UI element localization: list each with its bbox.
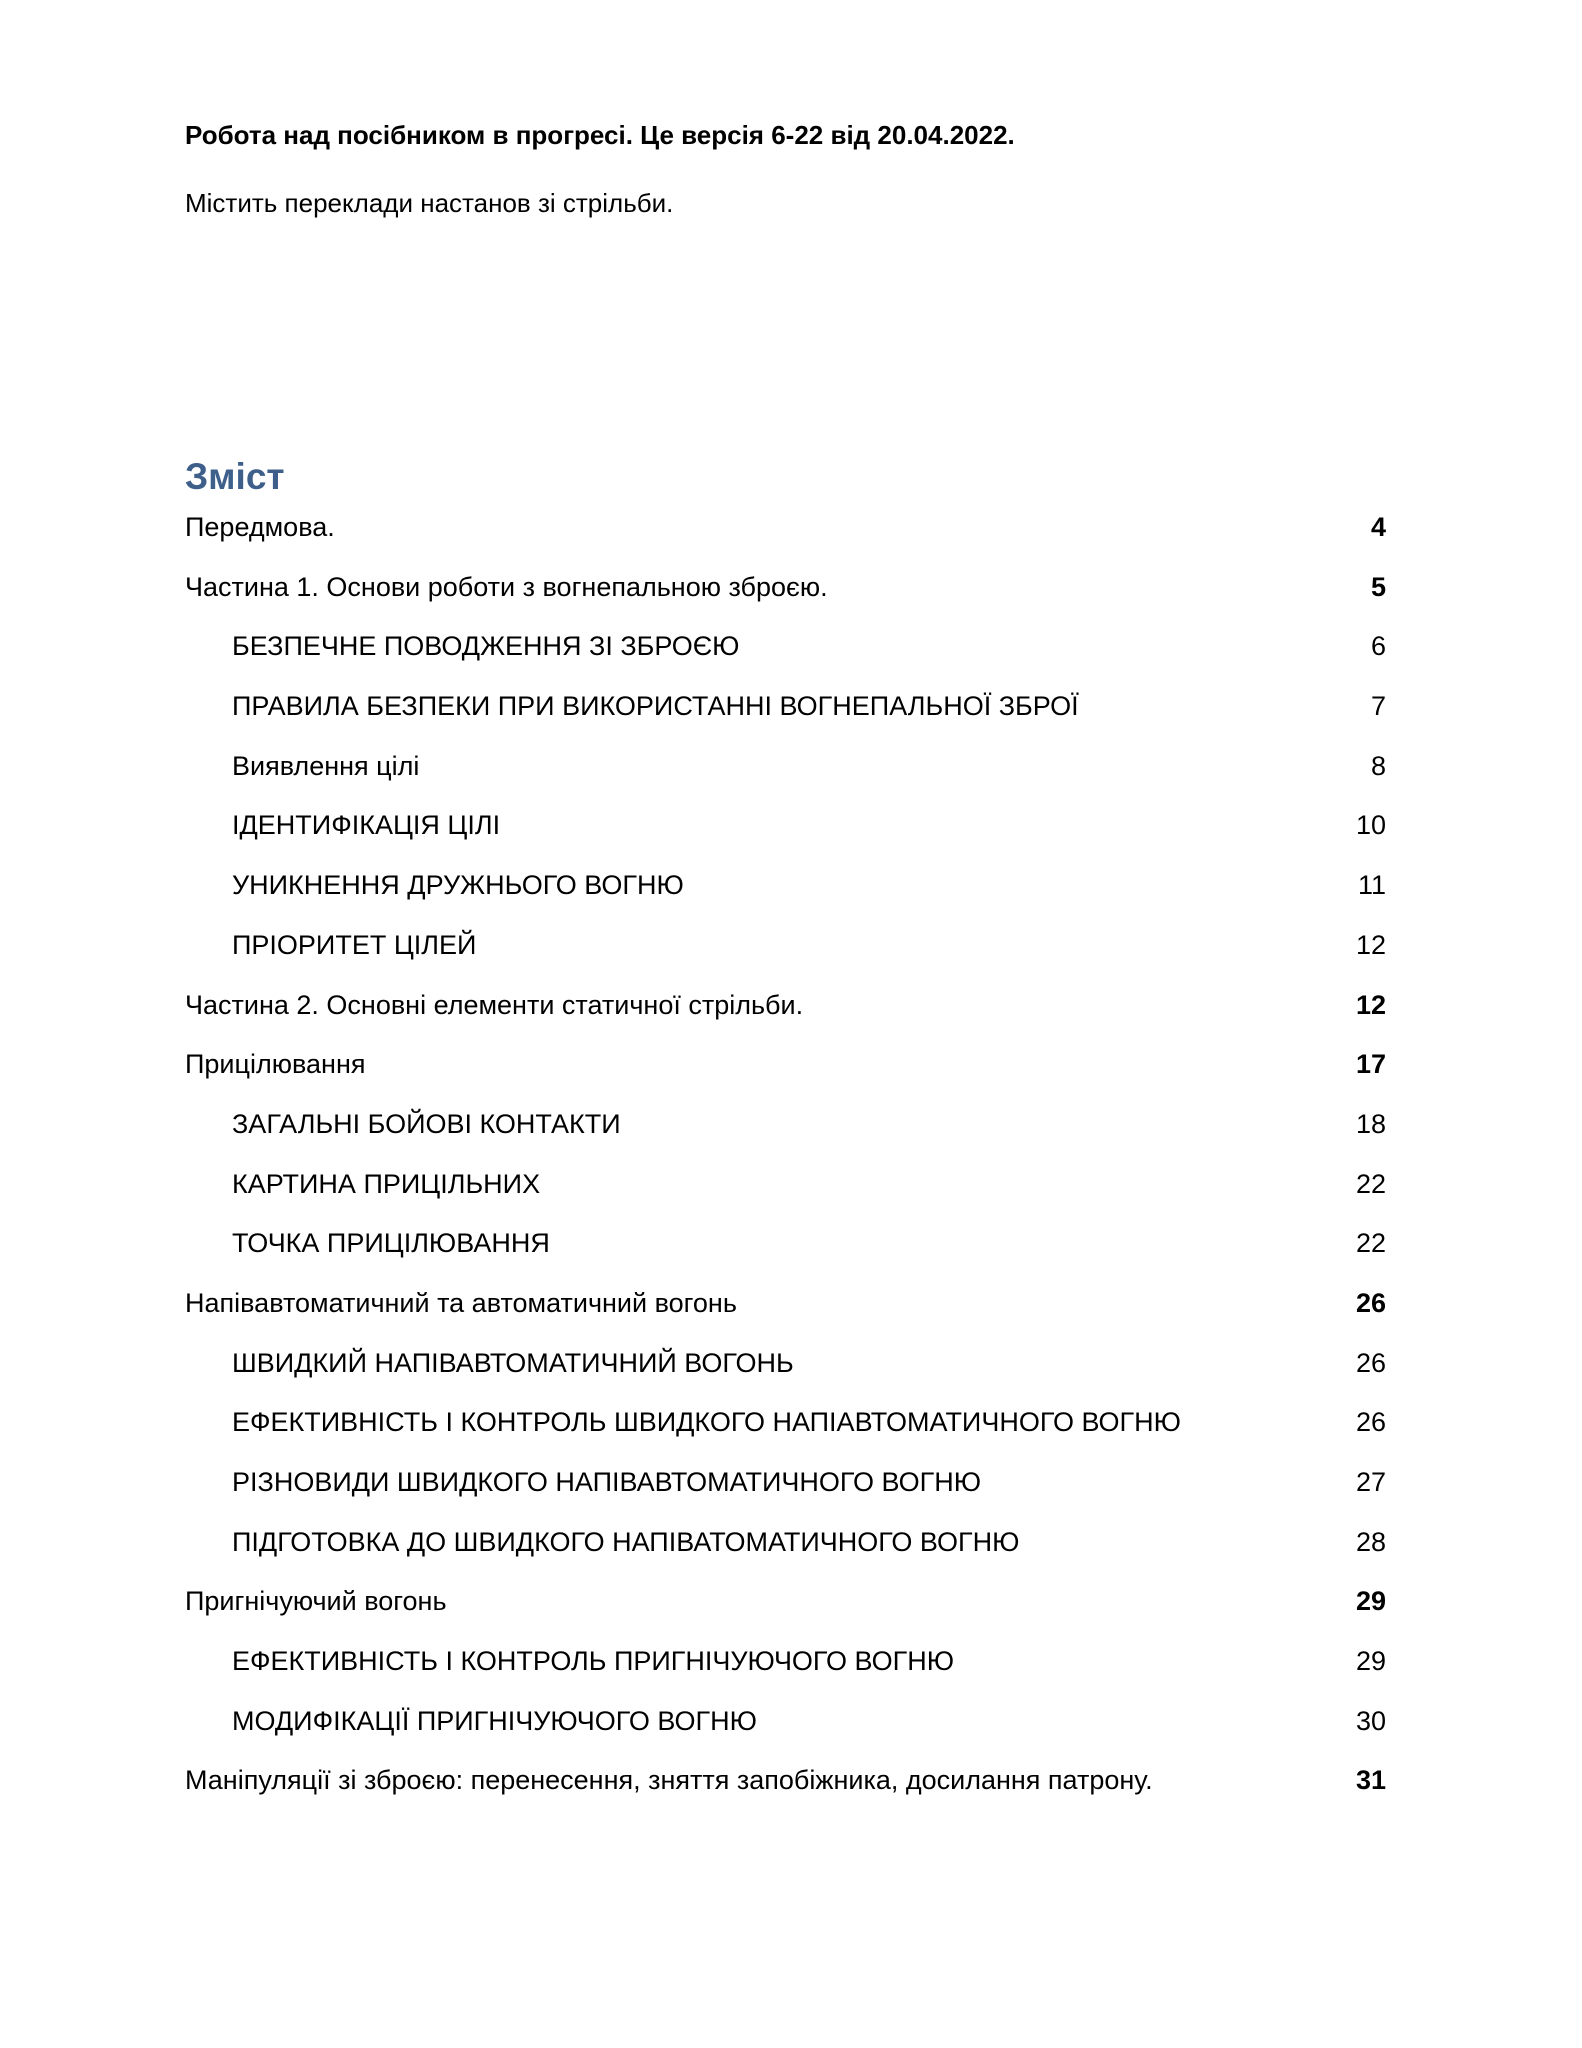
contents-note: Містить переклади настанов зі стрільби. [185, 188, 674, 218]
toc-entry[interactable] [185, 1461, 1386, 1521]
toc-entry-page-number: 27 [1355, 1467, 1386, 1497]
toc-entry-page-number: 26 [1355, 1287, 1386, 1318]
toc-entry-page-number: 8 [1370, 750, 1386, 781]
toc-entry[interactable] [185, 1342, 1386, 1402]
toc-entry-page-number: 22 [1355, 1168, 1386, 1199]
toc-entry-page-number: 4 [1370, 512, 1386, 542]
toc-entry[interactable] [185, 1640, 1386, 1700]
toc-entry-page-number: 29 [1355, 1586, 1386, 1617]
toc-entry[interactable] [185, 804, 1386, 864]
toc-entry-title: ПРАВИЛА БЕЗПЕКИ ПРИ ВИКОРИСТАННІ ВОГНЕПАЛЬНОЇ ЗБРОЇ [232, 691, 1079, 722]
toc-entry-title: ПІДГОТОВКА ДО ШВИДКОГО НАПІВАТОМАТИЧНОГО ВОГНЮ [232, 1526, 1020, 1557]
toc-entry-page-number: 6 [1370, 631, 1386, 662]
table-of-contents [185, 506, 1386, 1819]
toc-entry-title: ІДЕНТИФІКАЦІЯ ЦІЛІ [232, 810, 501, 841]
toc-entry-page-number: 31 [1355, 1765, 1386, 1796]
toc-entry-title: Виявлення цілі [232, 750, 420, 781]
toc-entry-title: ШВИДКИЙ НАПІВАВТОМАТИЧНИЙ ВОГОНЬ [232, 1347, 794, 1378]
toc-entry-page-number: 22 [1355, 1228, 1386, 1259]
toc-entry-page-number: 17 [1355, 1049, 1386, 1080]
toc-heading: Зміст [185, 456, 285, 497]
toc-entry-page-number: 10 [1355, 810, 1386, 841]
toc-entry[interactable] [185, 1521, 1386, 1581]
toc-entry[interactable] [185, 1401, 1386, 1461]
toc-entry[interactable] [185, 685, 1386, 745]
toc-entry-page-number: 26 [1355, 1347, 1386, 1378]
toc-entry-page-number: 12 [1355, 989, 1386, 1020]
toc-entry[interactable] [185, 1700, 1386, 1760]
toc-entry-title: Частина 2. Основні елементи статичної стрільби. [185, 989, 804, 1020]
toc-entry[interactable] [185, 1222, 1386, 1282]
toc-entry-page-number: 11 [1357, 870, 1386, 901]
toc-entry[interactable] [185, 745, 1386, 805]
toc-entry[interactable] [185, 924, 1386, 984]
toc-entry-title: Напівавтоматичний та автоматичний вогонь [185, 1287, 737, 1318]
toc-entry[interactable] [185, 1163, 1386, 1223]
toc-entry-page-number: 18 [1355, 1108, 1386, 1139]
toc-entry[interactable] [185, 1580, 1386, 1640]
toc-entry[interactable] [185, 1103, 1386, 1163]
toc-entry-title: ЕФЕКТИВНІСТЬ І КОНТРОЛЬ ПРИГНІЧУЮЧОГО ВОГНЮ [232, 1646, 955, 1677]
toc-entry-title: КАРТИНА ПРИЦІЛЬНИХ [232, 1168, 541, 1199]
toc-entry[interactable] [185, 1282, 1386, 1342]
toc-entry-page-number: 28 [1355, 1526, 1386, 1557]
toc-entry-title: ЗАГАЛЬНІ БОЙОВІ КОНТАКТИ [232, 1108, 621, 1139]
toc-entry-title: БЕЗПЕЧНЕ ПОВОДЖЕННЯ ЗІ ЗБРОЄЮ [232, 631, 740, 662]
version-status-line: Робота над посібником в прогресі. Це версія 6-22 від 20.04.2022. [185, 120, 1015, 150]
toc-entry-title: Пригнічуючий вогонь [185, 1586, 447, 1617]
toc-entry-page-number: 5 [1370, 571, 1386, 602]
toc-entry-title: УНИКНЕННЯ ДРУЖНЬОГО ВОГНЮ [232, 870, 684, 901]
toc-entry-page-number: 7 [1370, 691, 1386, 722]
toc-entry-title: Частина 1. Основи роботи з вогнепальною зброєю. [185, 571, 828, 602]
toc-entry-title: МОДИФІКАЦІЇ ПРИГНІЧУЮЧОГО ВОГНЮ [232, 1705, 757, 1736]
toc-entry-title: ПРІОРИТЕТ ЦІЛЕЙ [232, 929, 477, 960]
toc-entry[interactable] [185, 1759, 1386, 1819]
toc-entry-title: РІЗНОВИДИ ШВИДКОГО НАПІВАВТОМАТИЧНОГО ВОГНЮ [232, 1467, 982, 1497]
toc-entry-page-number: 29 [1355, 1646, 1386, 1677]
toc-entry-title: Прицілювання [185, 1049, 366, 1080]
toc-entry[interactable] [185, 566, 1386, 626]
toc-entry-page-number: 26 [1355, 1407, 1386, 1438]
toc-entry[interactable] [185, 625, 1386, 685]
toc-entry-page-number: 30 [1355, 1705, 1386, 1736]
toc-entry-title: ТОЧКА ПРИЦІЛЮВАННЯ [232, 1228, 550, 1259]
toc-entry-title: ЕФЕКТИВНІСТЬ І КОНТРОЛЬ ШВИДКОГО НАПІАВТОМАТИЧНОГО ВОГНЮ [232, 1407, 1181, 1438]
toc-entry[interactable] [185, 506, 1386, 566]
toc-entry-page-number: 12 [1355, 929, 1386, 960]
toc-entry-title: Маніпуляції зі зброєю: перенесення, зняття запобіжника, досилання патрону. [185, 1765, 1153, 1796]
toc-entry[interactable] [185, 1043, 1386, 1103]
toc-entry[interactable] [185, 864, 1386, 924]
toc-entry-title: Передмова. [185, 512, 335, 542]
toc-entry[interactable] [185, 984, 1386, 1044]
